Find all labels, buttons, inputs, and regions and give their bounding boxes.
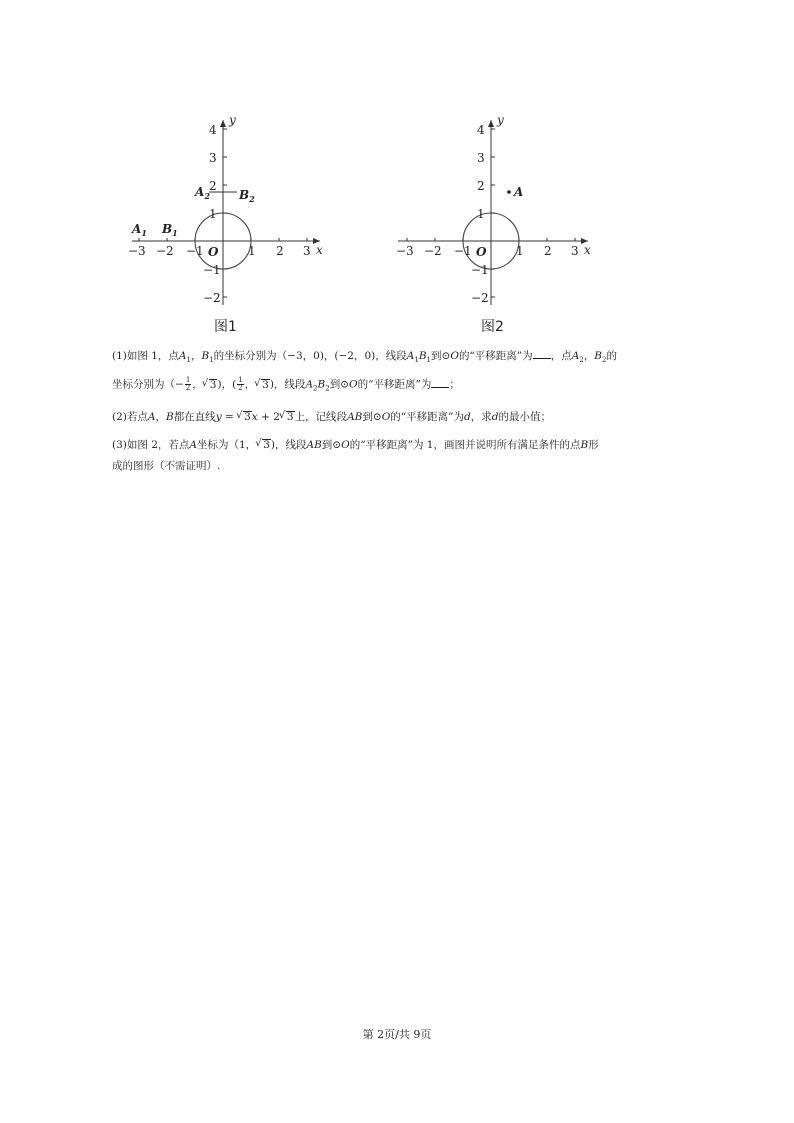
x-tick-label: 1 — [516, 244, 524, 258]
y-tick-label: 3 — [477, 151, 485, 165]
y-tick-label: 1 — [477, 207, 485, 221]
x-tick-label: 3 — [303, 244, 311, 258]
question-3-line-2: 成的图形（不需证明）. — [112, 460, 221, 472]
origin-label: O — [208, 245, 219, 259]
question-2: (2)若点A，B都在直线y = √ 3x + 2√ 3上，记线段AB到⊙O的“平移距离”为d，求d的最小值； — [112, 410, 702, 425]
question-1-line-2: 坐标分别为（− $\frac{1}{2}$ ，√ 3)，( $\frac{1}{2}$ ，√ 3)，线段$A_2B_2$到⊙O的“平移距离”为 ； — [112, 377, 702, 397]
x-tick-label: −3 — [396, 244, 414, 258]
answer-blank-2[interactable] — [431, 378, 449, 388]
point-b2-label: $B_2$ — [239, 188, 255, 204]
y-tick-label: −1 — [203, 263, 221, 277]
figure-1-caption: 图1 — [214, 319, 237, 335]
y-tick-label: −2 — [471, 291, 489, 305]
x-tick-label: 2 — [276, 244, 284, 258]
page-footer: 第 2页/共 9页 — [362, 1028, 432, 1041]
figures — [0, 0, 794, 340]
origin-label: O — [476, 245, 487, 259]
y-tick-label: 1 — [209, 207, 217, 221]
y-tick-label: 2 — [209, 179, 217, 193]
figure-1 — [128, 113, 323, 335]
y-tick-label: 2 — [477, 179, 485, 193]
x-tick-label: 1 — [248, 244, 256, 258]
y-tick-label: 3 — [209, 151, 217, 165]
x-tick-label: 2 — [544, 244, 552, 258]
point-a-label: A — [514, 185, 524, 199]
sqrt-3: √ 3 — [261, 379, 270, 391]
sqrt-3: √ 3 — [262, 439, 271, 451]
question-1-line-1: (1)如图 1，点$A_1$，$B_1$的坐标分别为（−3，0)，(−2，0)，线段$A_1B_1$到⊙O的“平移距离”为 ，点$A_2$，$B_2$的 — [112, 350, 617, 365]
x-tick-label: −1 — [454, 244, 472, 258]
answer-blank-1[interactable] — [533, 349, 551, 359]
fraction-half: $\frac{1}{2}$ — [185, 376, 191, 392]
figure-2 — [396, 113, 591, 335]
y-axis-label: y — [229, 113, 236, 127]
y-tick-label: 4 — [477, 123, 485, 137]
sqrt-3: √ 3 — [209, 379, 218, 391]
x-tick-label: −2 — [156, 244, 174, 258]
y-tick-label: −1 — [471, 263, 489, 277]
point-a — [507, 190, 511, 194]
point-a2-label: $A_2$ — [195, 185, 210, 201]
x-axis-label: x — [584, 243, 591, 257]
x-tick-label: −1 — [186, 244, 204, 258]
sqrt-3: √ 3 — [286, 411, 295, 423]
x-axis-label: x — [316, 243, 323, 257]
x-tick-label: −3 — [128, 244, 146, 258]
x-tick-label: −2 — [424, 244, 442, 258]
y-tick-label: −2 — [203, 291, 221, 305]
y-tick-label: 4 — [209, 123, 217, 137]
figure-2-caption: 图2 — [481, 319, 504, 335]
point-a1-label: $A_1$ — [132, 222, 147, 238]
question-3-line-1: (3)如图 2，若点A坐标为（1，√ 3)，线段AB到⊙O的“平移距离”为 1，画图并说明所有满足条件的点B形 — [112, 438, 702, 453]
point-b1-label: $B_1$ — [162, 222, 178, 238]
y-axis-label: y — [497, 113, 504, 127]
x-tick-label: 3 — [571, 244, 579, 258]
sqrt-3: √ 3 — [243, 411, 252, 423]
fraction-half: $\frac{1}{2}$ — [238, 376, 243, 392]
